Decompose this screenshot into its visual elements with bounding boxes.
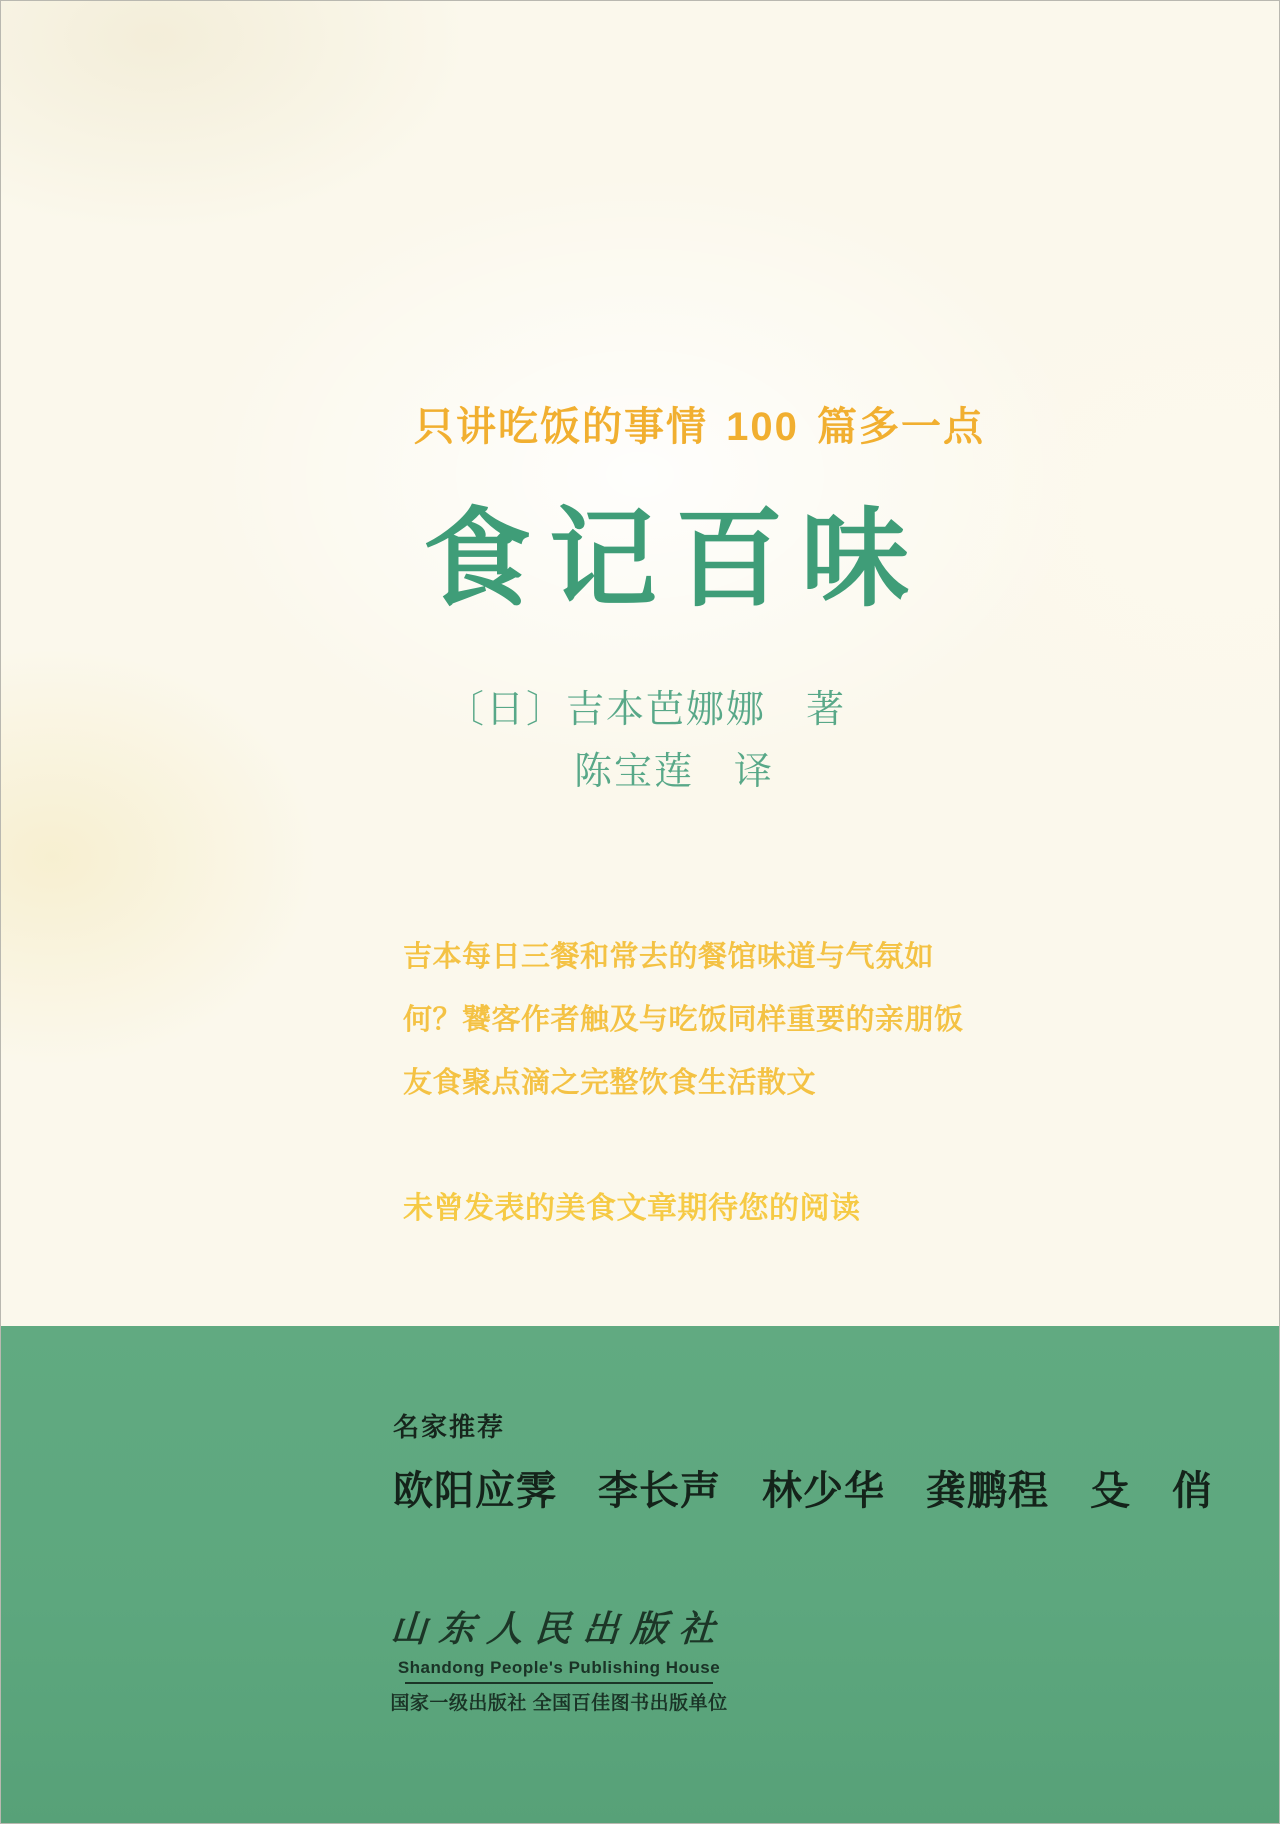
byline-block <box>446 691 866 791</box>
author-line: 〔日〕吉本芭娜娜 著 <box>446 689 847 731</box>
blurb-paragraph <box>403 926 1023 1115</box>
tagline-text: 只讲吃饭的事情 100 篇多一点 <box>414 405 985 449</box>
blurb-line: 吉本每日三餐和常去的餐馆味道与气氛如 <box>403 941 935 973</box>
book-title: 食记百味 <box>423 501 928 620</box>
publisher-divider <box>405 1682 713 1684</box>
publisher-name-en: Shandong People's Publishing House <box>397 1658 721 1677</box>
recommender-names: 欧阳应霁 李长声 林少华 龚鹏程 殳 俏 <box>393 1469 1213 1513</box>
green-band <box>1 1326 1280 1824</box>
blurb-line: 何？饕客作者触及与吃饭同样重要的亲朋饭 <box>403 1004 964 1036</box>
translator-line: 陈宝莲 译 <box>574 751 775 793</box>
blurb-line: 友食聚点滴之完整饮食生活散文 <box>403 1067 817 1099</box>
teaser-line: 未曾发表的美食文章期待您的阅读 <box>403 1192 861 1225</box>
publisher-block <box>331 1601 787 1715</box>
publisher-accolades: 国家一级出版社 全国百佳图书出版单位 <box>390 1693 728 1714</box>
recommend-heading: 名家推荐 <box>393 1412 506 1442</box>
publisher-logotype-cn: 山东人民出版社 <box>389 1609 729 1649</box>
